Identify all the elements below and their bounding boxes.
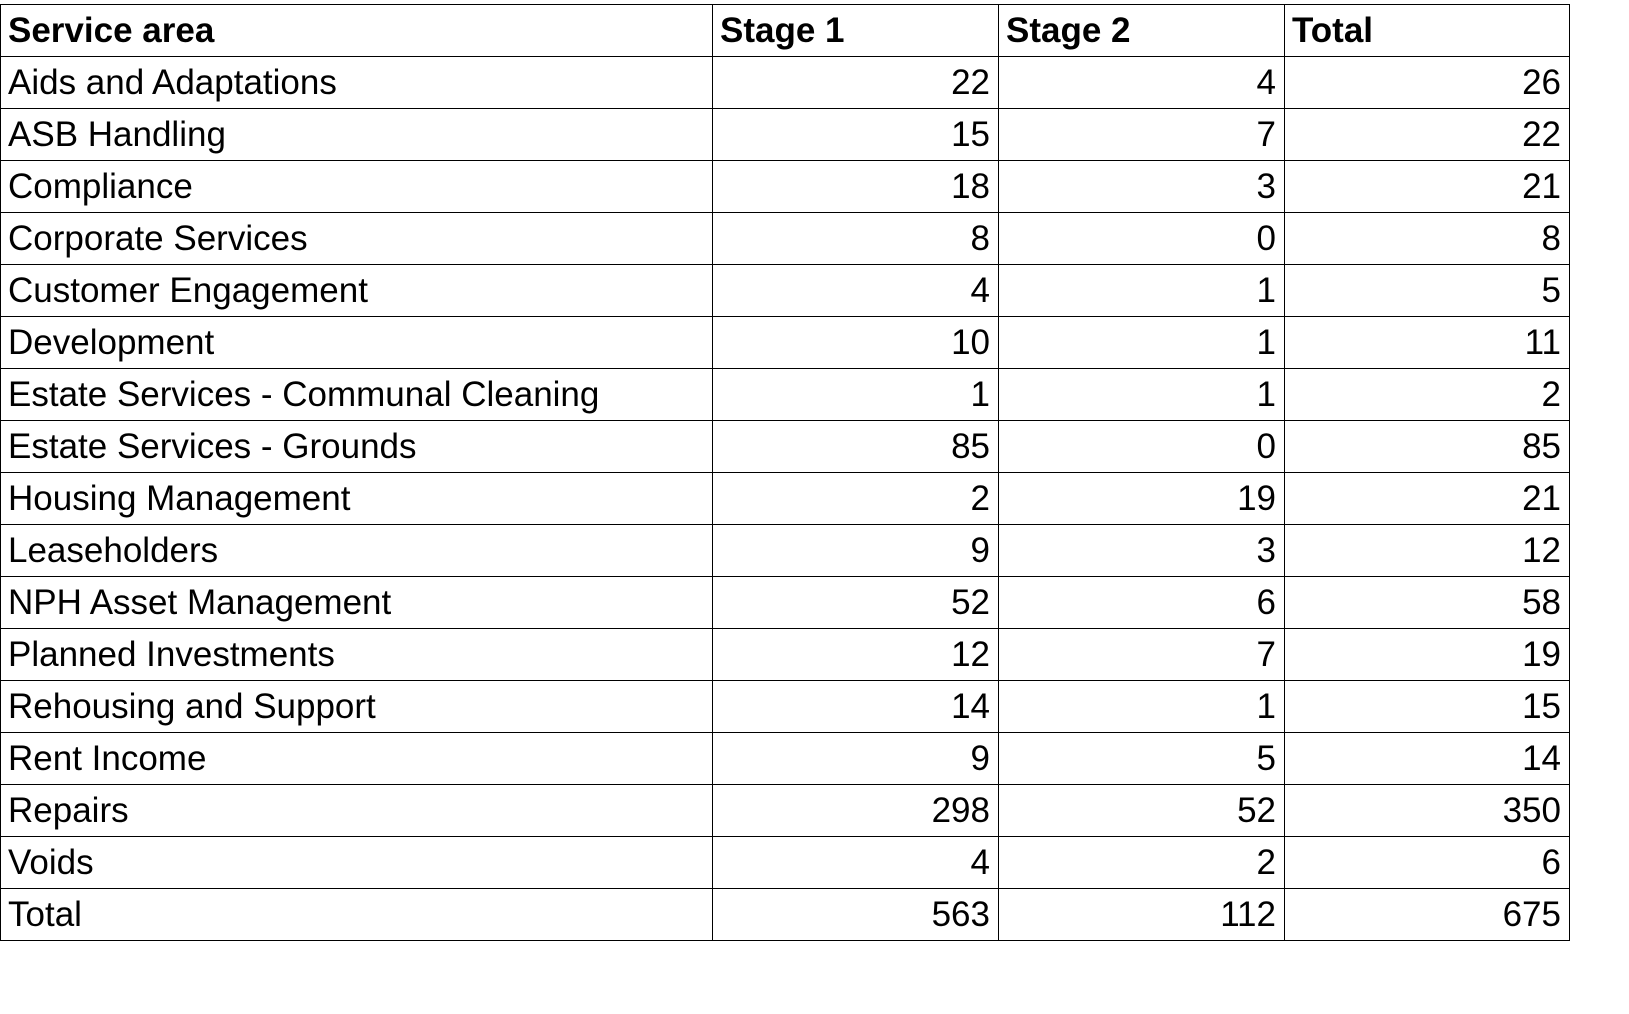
stage-1-total-cell: 563: [713, 889, 999, 941]
table-row: [1, 161, 1570, 213]
total-cell: 350: [1285, 785, 1570, 837]
table-row: [1, 837, 1570, 889]
table-row: [1, 265, 1570, 317]
total-row: [1, 889, 1570, 941]
service-area-table: [0, 4, 1570, 941]
total-cell: 6: [1285, 837, 1570, 889]
table-row: [1, 317, 1570, 369]
service-area-cell: Estate Services - Communal Cleaning: [1, 369, 713, 421]
service-area-cell: NPH Asset Management: [1, 577, 713, 629]
service-area-cell: Compliance: [1, 161, 713, 213]
stage-1-cell: 4: [713, 265, 999, 317]
stage-2-cell: 2: [999, 837, 1285, 889]
total-cell: 2: [1285, 369, 1570, 421]
stage-2-cell: 1: [999, 265, 1285, 317]
table-row: [1, 369, 1570, 421]
table-row: [1, 733, 1570, 785]
table-row: [1, 213, 1570, 265]
service-area-cell: Customer Engagement: [1, 265, 713, 317]
stage-1-cell: 9: [713, 733, 999, 785]
stage-1-cell: 22: [713, 57, 999, 109]
service-area-cell: Development: [1, 317, 713, 369]
grand-total-cell: 675: [1285, 889, 1570, 941]
stage-1-cell: 298: [713, 785, 999, 837]
stage-1-cell: 2: [713, 473, 999, 525]
stage-1-cell: 10: [713, 317, 999, 369]
service-area-cell: Voids: [1, 837, 713, 889]
total-cell: 12: [1285, 525, 1570, 577]
total-cell: 11: [1285, 317, 1570, 369]
table-row: [1, 109, 1570, 161]
stage-1-cell: 52: [713, 577, 999, 629]
stage-2-cell: 4: [999, 57, 1285, 109]
header-total: Total: [1285, 5, 1570, 57]
stage-2-cell: 5: [999, 733, 1285, 785]
table-row: [1, 57, 1570, 109]
service-area-cell: Planned Investments: [1, 629, 713, 681]
total-cell: 8: [1285, 213, 1570, 265]
service-area-cell: Rehousing and Support: [1, 681, 713, 733]
stage-2-cell: 19: [999, 473, 1285, 525]
table-row: [1, 577, 1570, 629]
stage-2-cell: 52: [999, 785, 1285, 837]
service-area-cell: Housing Management: [1, 473, 713, 525]
stage-2-total-cell: 112: [999, 889, 1285, 941]
stage-2-cell: 1: [999, 681, 1285, 733]
total-cell: 22: [1285, 109, 1570, 161]
header-stage-2: Stage 2: [999, 5, 1285, 57]
header-stage-1: Stage 1: [713, 5, 999, 57]
service-area-cell: Aids and Adaptations: [1, 57, 713, 109]
total-cell: 19: [1285, 629, 1570, 681]
stage-2-cell: 1: [999, 369, 1285, 421]
total-cell: 58: [1285, 577, 1570, 629]
header-row: [1, 5, 1570, 57]
table-row: [1, 681, 1570, 733]
total-cell: 21: [1285, 473, 1570, 525]
header-service-area: Service area: [1, 5, 713, 57]
stage-2-cell: 3: [999, 161, 1285, 213]
service-area-cell: Rent Income: [1, 733, 713, 785]
table-row: [1, 629, 1570, 681]
service-area-cell: ASB Handling: [1, 109, 713, 161]
stage-1-cell: 8: [713, 213, 999, 265]
table-row: [1, 473, 1570, 525]
stage-2-cell: 1: [999, 317, 1285, 369]
total-cell: 26: [1285, 57, 1570, 109]
service-area-cell: Corporate Services: [1, 213, 713, 265]
stage-1-cell: 1: [713, 369, 999, 421]
stage-2-cell: 7: [999, 109, 1285, 161]
service-area-cell: Leaseholders: [1, 525, 713, 577]
total-cell: 85: [1285, 421, 1570, 473]
total-cell: 21: [1285, 161, 1570, 213]
total-cell: 5: [1285, 265, 1570, 317]
stage-2-cell: 0: [999, 421, 1285, 473]
total-label-cell: Total: [1, 889, 713, 941]
table-row: [1, 421, 1570, 473]
service-area-cell: Repairs: [1, 785, 713, 837]
table-row: [1, 785, 1570, 837]
complaints-table-container: [0, 4, 1570, 941]
total-cell: 15: [1285, 681, 1570, 733]
stage-1-cell: 15: [713, 109, 999, 161]
stage-1-cell: 14: [713, 681, 999, 733]
stage-1-cell: 85: [713, 421, 999, 473]
stage-1-cell: 18: [713, 161, 999, 213]
stage-2-cell: 3: [999, 525, 1285, 577]
stage-2-cell: 6: [999, 577, 1285, 629]
table-row: [1, 525, 1570, 577]
stage-2-cell: 0: [999, 213, 1285, 265]
service-area-cell: Estate Services - Grounds: [1, 421, 713, 473]
stage-2-cell: 7: [999, 629, 1285, 681]
total-cell: 14: [1285, 733, 1570, 785]
stage-1-cell: 12: [713, 629, 999, 681]
stage-1-cell: 4: [713, 837, 999, 889]
stage-1-cell: 9: [713, 525, 999, 577]
